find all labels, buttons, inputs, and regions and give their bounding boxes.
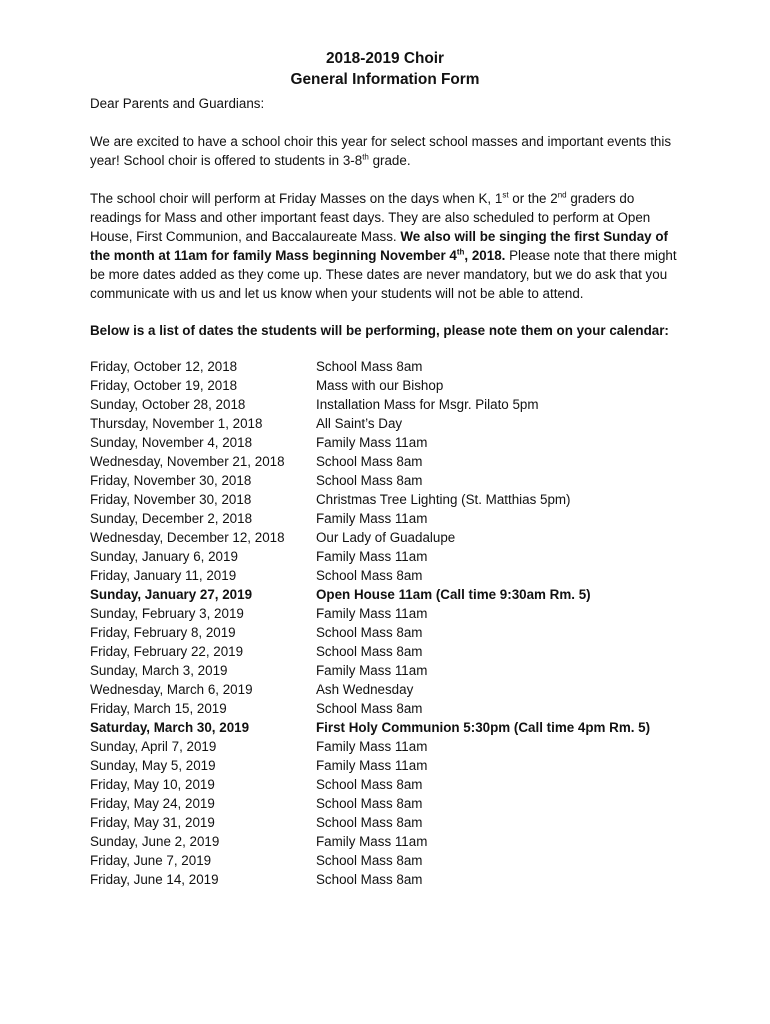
schedule-event: School Mass 8am: [316, 872, 423, 887]
schedule-event: Family Mass 11am: [316, 834, 428, 849]
performance-bold-1: We also will be singing the first Sunday of the month at 11am for family Mass beginning November 4: [90, 229, 668, 263]
schedule-row: [90, 433, 680, 452]
schedule-date: Sunday, October 28, 2018: [90, 397, 246, 412]
schedule-row: [90, 547, 680, 566]
schedule-row: [90, 623, 680, 642]
schedule-row: [90, 509, 680, 528]
schedule-date: Friday, January 11, 2019: [90, 568, 237, 583]
schedule-date: Friday, November 30, 2018: [90, 473, 252, 488]
schedule-event: Family Mass 11am: [316, 511, 428, 526]
schedule-event: Family Mass 11am: [316, 739, 428, 754]
schedule-date: Wednesday, November 21, 2018: [90, 454, 285, 469]
schedule-date: Friday, May 24, 2019: [90, 796, 215, 811]
performance-text-1: The school choir will perform at Friday Masses on the days when K, 1: [90, 191, 503, 206]
schedule-date: Friday, October 12, 2018: [90, 359, 238, 374]
schedule-date: Sunday, March 3, 2019: [90, 663, 228, 678]
schedule-row: [90, 718, 680, 737]
schedule-event: Open House 11am (Call time 9:30am Rm. 5): [316, 587, 591, 602]
schedule-date: Friday, June 7, 2019: [90, 853, 212, 868]
schedule-row: [90, 566, 680, 585]
schedule-date: Sunday, November 4, 2018: [90, 435, 253, 450]
schedule-row: [90, 642, 680, 661]
performance-text-2: or the 2: [508, 191, 558, 206]
performance-text-3: graders do readings for Mass and other important feast days. They are also scheduled to perform at Open House, First Communion, and Baccalaureate Mass.: [90, 191, 651, 244]
schedule-row: [90, 452, 680, 471]
performance-paragraph: [90, 189, 680, 303]
schedule-date: Saturday, March 30, 2019: [90, 720, 250, 735]
schedule-event: School Mass 8am: [316, 644, 423, 659]
schedule-row: [90, 737, 680, 756]
schedule-date: Sunday, January 6, 2019: [90, 549, 238, 564]
schedule-date: Friday, October 19, 2018: [90, 378, 238, 393]
schedule-event: School Mass 8am: [316, 796, 423, 811]
schedule-date: Sunday, May 5, 2019: [90, 758, 216, 773]
intro-paragraph: [90, 132, 680, 170]
schedule-date: Wednesday, March 6, 2019: [90, 682, 253, 697]
superscript-th: th: [456, 247, 465, 257]
schedule-event: All Saint’s Day: [316, 416, 403, 431]
schedule-row: [90, 376, 680, 395]
schedule-date: Wednesday, December 12, 2018: [90, 530, 285, 545]
list-intro: Below is a list of dates the students will be performing, please note them on your calendar:: [90, 323, 669, 338]
schedule-event: School Mass 8am: [316, 853, 423, 868]
schedule-event: School Mass 8am: [316, 359, 423, 374]
schedule-event: Installation Mass for Msgr. Pilato 5pm: [316, 397, 539, 412]
schedule-date: Friday, March 15, 2019: [90, 701, 227, 716]
schedule-date: Friday, November 30, 2018: [90, 492, 252, 507]
schedule-event: School Mass 8am: [316, 701, 423, 716]
schedule-row: [90, 490, 680, 509]
schedule-event: Family Mass 11am: [316, 435, 428, 450]
schedule-row: [90, 832, 680, 851]
greeting: Dear Parents and Guardians:: [90, 96, 265, 111]
schedule-row: [90, 680, 680, 699]
schedule-row: [90, 699, 680, 718]
schedule-event: Family Mass 11am: [316, 758, 428, 773]
schedule-date: Friday, June 14, 2019: [90, 872, 219, 887]
schedule-event: School Mass 8am: [316, 568, 423, 583]
superscript-st: st: [502, 190, 509, 200]
schedule-row: [90, 756, 680, 775]
schedule-list: [90, 357, 680, 889]
schedule-row: [90, 604, 680, 623]
schedule-row: [90, 775, 680, 794]
title-line-2: General Information Form: [290, 71, 480, 88]
schedule-event: Family Mass 11am: [316, 549, 428, 564]
schedule-date: Sunday, December 2, 2018: [90, 511, 253, 526]
schedule-event: Family Mass 11am: [316, 606, 428, 621]
title-line-1: 2018-2019 Choir: [325, 50, 445, 67]
schedule-date: Friday, February 22, 2019: [90, 644, 244, 659]
schedule-row: [90, 794, 680, 813]
schedule-date: Sunday, June 2, 2019: [90, 834, 220, 849]
schedule-event: First Holy Communion 5:30pm (Call time 4pm Rm. 5): [316, 720, 651, 735]
schedule-date: Sunday, January 27, 2019: [90, 587, 253, 602]
schedule-date: Thursday, November 1, 2018: [90, 416, 263, 431]
schedule-event: Mass with our Bishop: [316, 378, 444, 393]
schedule-row: [90, 357, 680, 376]
schedule-event: School Mass 8am: [316, 625, 423, 640]
schedule-date: Friday, February 8, 2019: [90, 625, 236, 640]
intro-text-end: grade.: [368, 153, 411, 168]
schedule-event: Family Mass 11am: [316, 663, 428, 678]
schedule-event: Ash Wednesday: [316, 682, 414, 697]
schedule-row: [90, 585, 680, 604]
schedule-row: [90, 870, 680, 889]
intro-text: We are excited to have a school choir this year for select school masses and important events this year! School choir is offered to students in 3-8: [90, 134, 672, 168]
schedule-row: [90, 528, 680, 547]
schedule-date: Sunday, February 3, 2019: [90, 606, 244, 621]
schedule-row: [90, 414, 680, 433]
schedule-event: Our Lady of Guadalupe: [316, 530, 456, 545]
schedule-row: [90, 851, 680, 870]
schedule-row: [90, 661, 680, 680]
schedule-date: Friday, May 10, 2019: [90, 777, 215, 792]
schedule-row: [90, 471, 680, 490]
superscript-nd: nd: [557, 190, 567, 200]
schedule-event: School Mass 8am: [316, 473, 423, 488]
schedule-row: [90, 813, 680, 832]
performance-bold-2: , 2018.: [464, 248, 506, 263]
intro-superscript: th: [362, 152, 369, 162]
schedule-event: Christmas Tree Lighting (St. Matthias 5pm): [316, 492, 571, 507]
schedule-event: School Mass 8am: [316, 815, 423, 830]
schedule-event: School Mass 8am: [316, 777, 423, 792]
performance-text-4: Please note that there might be more dates added as they come up. These dates are never mandatory, but we do ask that you communicate with us and let us know when your students will not be able to attend.: [90, 248, 677, 301]
schedule-event: School Mass 8am: [316, 454, 423, 469]
schedule-date: Friday, May 31, 2019: [90, 815, 215, 830]
schedule-date: Sunday, April 7, 2019: [90, 739, 217, 754]
schedule-row: [90, 395, 680, 414]
